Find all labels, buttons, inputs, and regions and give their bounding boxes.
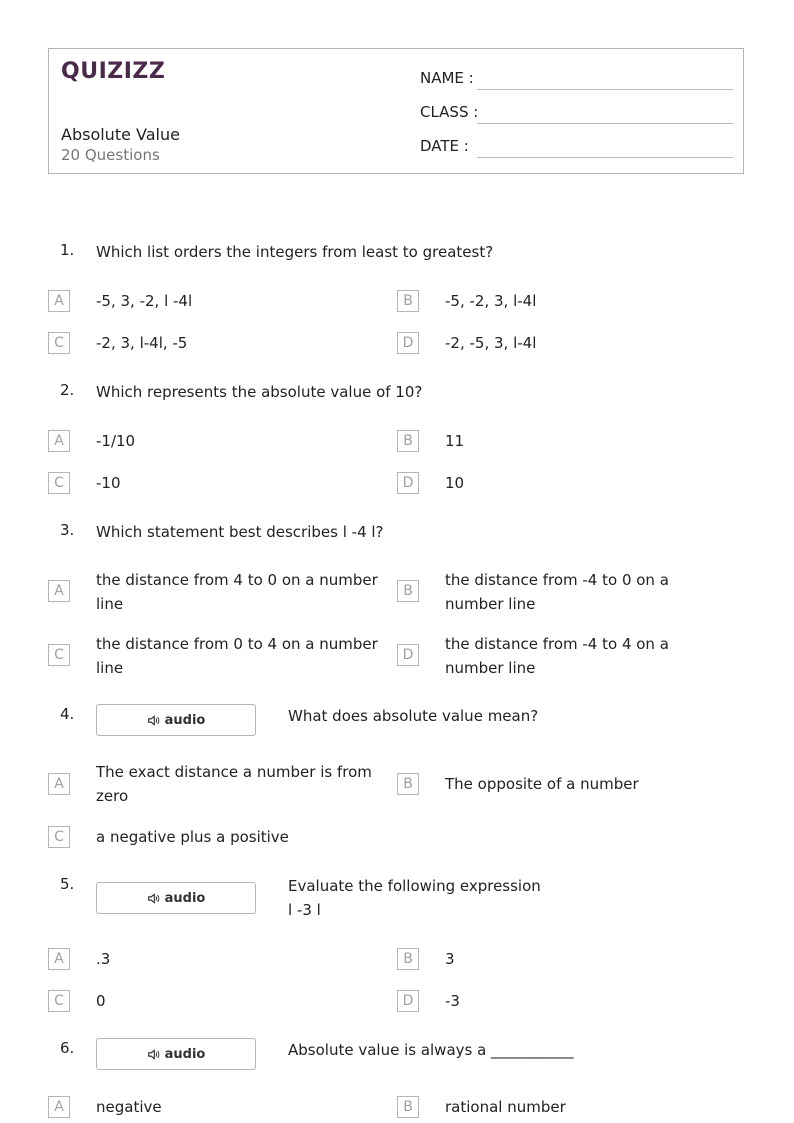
- option-text: 3: [445, 950, 455, 968]
- option-text: -5, -2, 3, l-4l: [445, 292, 537, 310]
- option-text: The exact distance a number is from zero: [96, 763, 372, 805]
- option-text: .3: [96, 950, 111, 968]
- audio-label: audio: [164, 890, 206, 906]
- option-letter[interactable]: B: [397, 580, 419, 602]
- option-text: negative: [96, 1098, 162, 1116]
- option-letter[interactable]: A: [48, 580, 70, 602]
- question-text: Which statement best describes l -4 l?: [96, 523, 384, 541]
- option-text: -3: [445, 992, 460, 1010]
- option-letter[interactable]: D: [397, 332, 419, 354]
- date-line: [477, 157, 733, 158]
- speaker-icon: [147, 1048, 160, 1061]
- option-text: -2, -5, 3, l-4l: [445, 334, 537, 352]
- question-count: 20 Questions: [61, 146, 160, 164]
- option-text: the distance from -4 to 4 on a number line: [445, 635, 669, 677]
- option-text: the distance from -4 to 0 on a number line: [445, 571, 669, 613]
- name-field[interactable]: [420, 69, 733, 91]
- option-letter[interactable]: B: [397, 773, 419, 795]
- option-letter[interactable]: A: [48, 1096, 70, 1118]
- option-letter[interactable]: C: [48, 990, 70, 1012]
- speaker-icon: [147, 892, 160, 905]
- audio-label: audio: [164, 1046, 206, 1062]
- option-letter[interactable]: A: [48, 290, 70, 312]
- date-field[interactable]: [420, 137, 733, 159]
- speaker-icon: [147, 714, 160, 727]
- option-text: -10: [96, 474, 121, 492]
- option-letter[interactable]: B: [397, 430, 419, 452]
- question-number: 4.: [60, 705, 75, 723]
- option-text: 0: [96, 992, 106, 1010]
- question-text: Absolute value is always a ___________: [288, 1041, 574, 1059]
- option-letter[interactable]: C: [48, 644, 70, 666]
- worksheet-title: Absolute Value: [61, 125, 180, 144]
- option-letter[interactable]: C: [48, 472, 70, 494]
- option-text: 11: [445, 432, 465, 450]
- option-letter[interactable]: A: [48, 430, 70, 452]
- worksheet-header: [48, 48, 744, 174]
- option-text: The opposite of a number: [445, 775, 639, 793]
- option-letter[interactable]: B: [397, 1096, 419, 1118]
- option-letter[interactable]: A: [48, 948, 70, 970]
- option-text: -5, 3, -2, l -4l: [96, 292, 193, 310]
- option-text: -1/10: [96, 432, 136, 450]
- option-letter[interactable]: A: [48, 773, 70, 795]
- question-text: Which represents the absolute value of 10?: [96, 383, 423, 401]
- audio-button[interactable]: [96, 704, 256, 736]
- option-letter[interactable]: D: [397, 644, 419, 666]
- option-text: -2, 3, l-4l, -5: [96, 334, 188, 352]
- question-text: Which list orders the integers from least to greatest?: [96, 243, 494, 261]
- question-number: 3.: [60, 521, 75, 539]
- quizizz-logo: QUIZIZZ: [61, 59, 166, 84]
- option-letter[interactable]: C: [48, 826, 70, 848]
- option-letter[interactable]: C: [48, 332, 70, 354]
- option-letter[interactable]: D: [397, 990, 419, 1012]
- question-number: 1.: [60, 241, 75, 259]
- option-text: the distance from 4 to 0 on a number line: [96, 571, 378, 613]
- question-text-line2: l -3 l: [288, 901, 321, 919]
- option-letter[interactable]: B: [397, 290, 419, 312]
- option-letter[interactable]: B: [397, 948, 419, 970]
- option-text: the distance from 0 to 4 on a number line: [96, 635, 378, 677]
- date-label: DATE :: [420, 137, 469, 155]
- question-text: What does absolute value mean?: [288, 707, 539, 725]
- audio-label: audio: [164, 712, 206, 728]
- question-number: 5.: [60, 875, 75, 893]
- class-line: [477, 123, 733, 124]
- question-text-line1: Evaluate the following expression: [288, 877, 541, 895]
- name-label: NAME :: [420, 69, 474, 87]
- class-label: CLASS :: [420, 103, 479, 121]
- class-field[interactable]: [420, 103, 733, 125]
- option-letter[interactable]: D: [397, 472, 419, 494]
- name-line: [477, 89, 733, 90]
- option-text: a negative plus a positive: [96, 828, 289, 846]
- audio-button[interactable]: [96, 1038, 256, 1070]
- audio-button[interactable]: [96, 882, 256, 914]
- option-text: 10: [445, 474, 465, 492]
- option-text: rational number: [445, 1098, 566, 1116]
- question-number: 6.: [60, 1039, 75, 1057]
- question-number: 2.: [60, 381, 75, 399]
